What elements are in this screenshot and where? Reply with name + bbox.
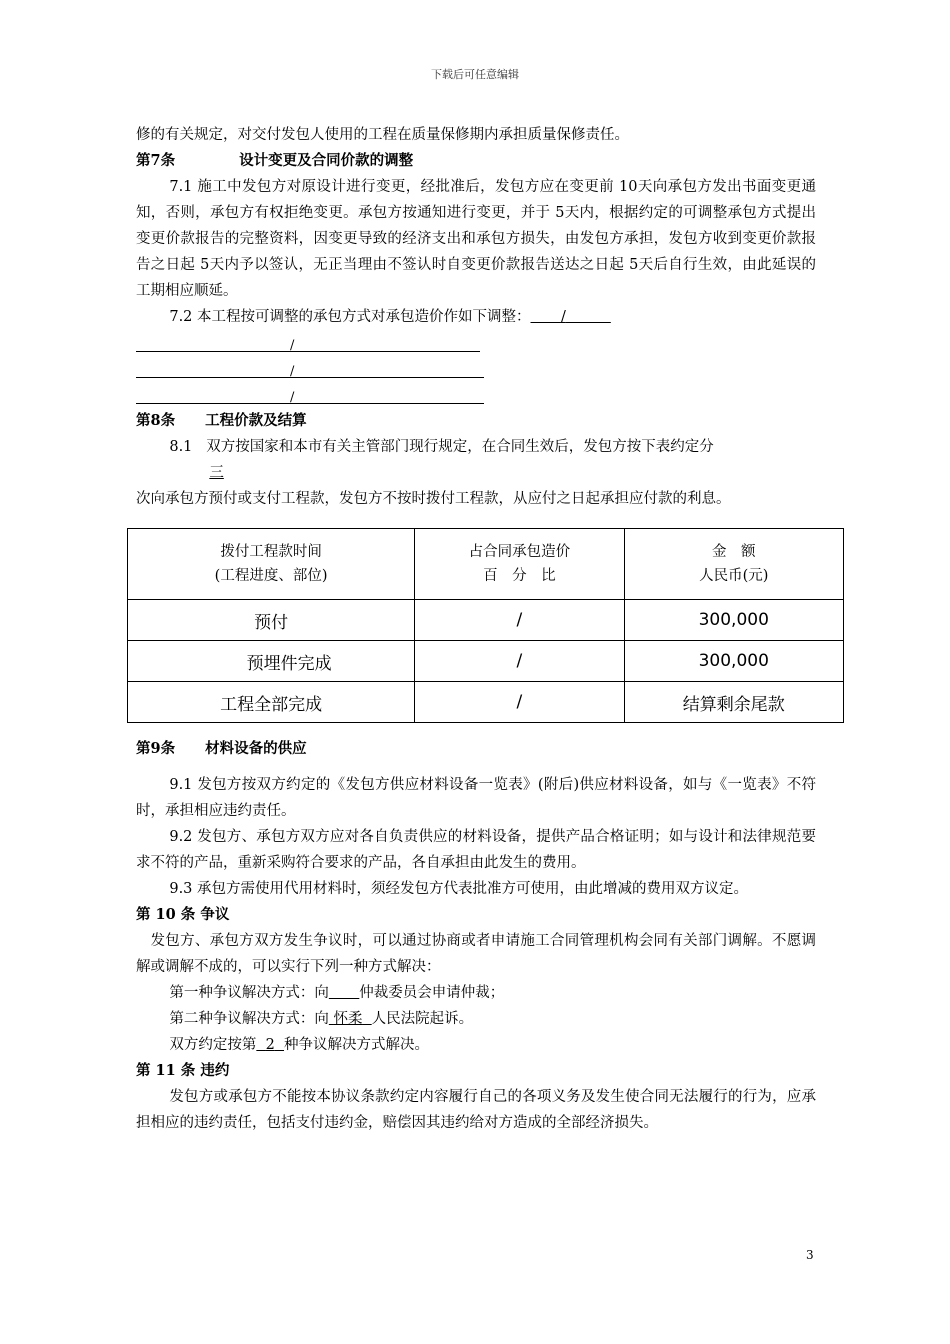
clause-8-1-line2: 次向承包方预付或支付工程款，发包方不按时拨付工程款，从应付之日起承担应付款的利息。 bbox=[136, 491, 731, 507]
article-10-text: 发包方、承包方双方发生争议时，可以通过协商或者申请施工合同管理机构会同有关部门调解。不愿调解或调解不成的，可以实行下列一种方式解决： bbox=[136, 933, 816, 975]
dispute-option-1: 第一种争议解决方式：向 仲裁委员会申请仲裁； bbox=[169, 985, 505, 1001]
clause-7-2-text: 7.2 本工程按可调整的承包方式对承包造价作如下调整： bbox=[169, 309, 531, 325]
clause-8-1-line1: 8.1 双方按国家和本市有关主管部门现行规定，在合同生效后，发包方按下表约定分 bbox=[169, 439, 714, 455]
article-11-heading: 第 11 条 违约 bbox=[136, 1062, 230, 1079]
article-10-heading: 第 10 条 争议 bbox=[136, 906, 230, 923]
adjustment-line-2[interactable]: / bbox=[136, 356, 816, 382]
article-11-text: 发包方或承包方不能按本协议条款约定内容履行自己的各项义务及发生使合同无法履行的行为，应承担相应的违约责任，包括支付违约金，赔偿因其违约给对方造成的全部经济损失。 bbox=[136, 1089, 816, 1131]
article-7-title: 设计变更及合同价款的调整 bbox=[239, 152, 414, 169]
clause-7-2 bbox=[136, 304, 816, 330]
header-cell-percent: 占合同承包造价 百 分 比 bbox=[415, 529, 624, 600]
header-cell-time: 拨付工程款时间 (工程进度、部位) bbox=[128, 529, 415, 600]
clause-8-1-fill-line bbox=[136, 460, 816, 486]
page-header: 下载后可任意编辑 bbox=[431, 68, 519, 81]
cell-percent[interactable]: / bbox=[415, 682, 624, 723]
clause-9-2: 9.2 发包方、承包方双方应对各自负责供应的材料设备，提供产品合格证明；如与设计和法律规范要求不符的产品，重新采购符合要求的产品，各自承担由此发生的费用。 bbox=[136, 829, 816, 871]
cell-stage[interactable]: 预付 bbox=[128, 600, 415, 641]
table-row bbox=[128, 641, 844, 682]
table-row bbox=[128, 600, 844, 641]
article-8-number: 第8条 bbox=[136, 412, 176, 429]
clause-9-1: 9.1 发包方按双方约定的《发包方供应材料设备一览表》(附后)供应材料设备，如与《一览表》不符时，承担相应违约责任。 bbox=[136, 777, 816, 819]
cell-stage[interactable]: 工程全部完成 bbox=[128, 682, 415, 723]
dispute-option-2: 第二种争议解决方式：向 怀柔 人民法院起诉。 bbox=[169, 1011, 474, 1027]
installments-fill[interactable]: 三 bbox=[209, 465, 224, 481]
cell-percent[interactable]: / bbox=[415, 600, 624, 641]
adjustment-line-1[interactable]: / bbox=[136, 330, 816, 356]
content-lower bbox=[136, 736, 816, 1136]
clause-7-1: 7.1 施工中发包方对原设计进行变更，经批准后，发包方应在变更前 10天向承包方发出书面变更通知，否则，承包方有权拒绝变更。承包方按通知进行变更，并于 5天内，根据约定的可调整承包方式提出变更价款报告的完整资料，因变更导致的经济支出和承包方损失，由发包方承担，发包方收到变更价款报告之日起 5天内予以签认，无正当理由不签认时自变更价款报告送达之日起 5天后自行生效，由此延误的工期相应顺延。 bbox=[136, 179, 816, 299]
arbitration-commission-fill[interactable] bbox=[329, 985, 359, 1001]
article-8-title: 工程价款及结算 bbox=[205, 412, 307, 429]
dispute-agreement: 双方约定按第 2 种争议解决方式解决。 bbox=[169, 1037, 430, 1053]
table-header-row bbox=[128, 529, 844, 600]
article-9-number: 第9条 bbox=[136, 740, 176, 757]
adjustment-line-3[interactable]: / bbox=[136, 382, 816, 408]
clause-7-2-fill[interactable]: / bbox=[560, 309, 566, 325]
dispute-method-fill[interactable]: 2 bbox=[265, 1037, 275, 1053]
payment-schedule-table bbox=[127, 528, 844, 723]
cell-stage[interactable]: 预埋件完成 bbox=[128, 641, 415, 682]
article-7-heading bbox=[136, 148, 816, 174]
cell-amount[interactable]: 300,000 bbox=[624, 600, 843, 641]
cell-amount[interactable]: 结算剩余尾款 bbox=[624, 682, 843, 723]
cell-percent[interactable]: / bbox=[415, 641, 624, 682]
page-number: 3 bbox=[806, 1248, 814, 1262]
article-7-number: 第7条 bbox=[136, 152, 176, 169]
table-row bbox=[128, 682, 844, 723]
header-cell-amount: 金 额 人民币(元) bbox=[624, 529, 843, 600]
cell-amount[interactable]: 300,000 bbox=[624, 641, 843, 682]
article-9-heading bbox=[136, 736, 816, 762]
content-upper bbox=[136, 122, 816, 512]
intro-line: 修的有关规定，对交付发包人使用的工程在质量保修期内承担质量保修责任。 bbox=[136, 127, 629, 143]
court-fill[interactable]: 怀柔 bbox=[333, 1011, 363, 1027]
article-9-title: 材料设备的供应 bbox=[205, 740, 307, 757]
article-8-heading bbox=[136, 408, 816, 434]
clause-9-3: 9.3 承包方需使用代用材料时，须经发包方代表批准方可使用，由此增减的费用双方议定。 bbox=[169, 881, 749, 897]
